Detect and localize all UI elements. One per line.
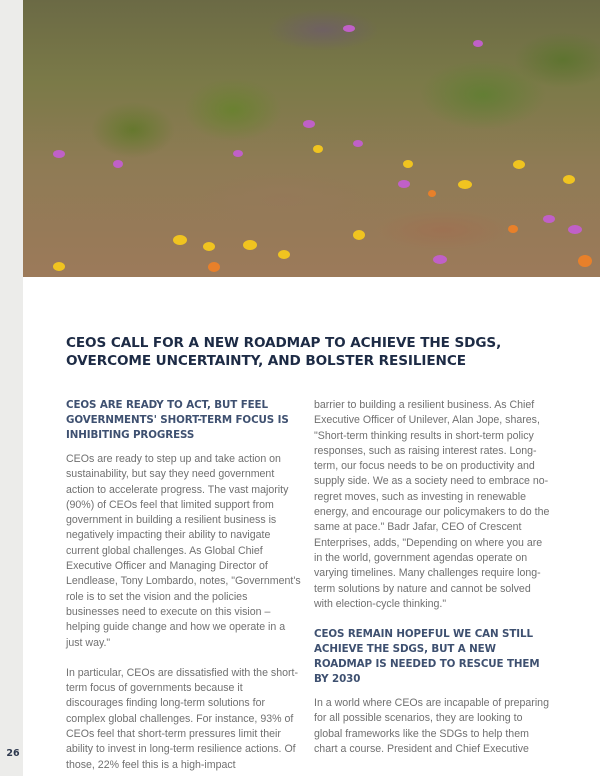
section-heading-ceos-hopeful: CEOS REMAIN HOPEFUL WE CAN STILL ACHIEVE THE SDGS, BUT A NEW ROADMAP IS NEEDED TO RESCUE THEM BY 2030 (314, 628, 540, 686)
page-title: CEOS CALL FOR A NEW ROADMAP TO ACHIEVE THE SDGS, OVERCOME UNCERTAINTY, AND BOLSTER RESILIENCE (66, 335, 502, 369)
body-paragraph: CEOs are ready to step up and take action on sustainability, but say they need government action to accelerate progress. The vast majority (90%) of CEOs feel that limited support from government in building a resilient business is negatively impacting their ability to navigate current global challenges. As Global Chief Executive Officer and Managing Director of Lendlease, Tony Lombardo, notes, "Government's role is to set the vision and the policies businesses need to execute on this vision – helping guide change and how we operate in a just way." (66, 453, 301, 649)
column-left (66, 398, 302, 773)
left-margin-strip (0, 0, 23, 776)
body-paragraph: In particular, CEOs are dissatisfied with the short-term focus of governments because it discourages finding long-term solutions for complex global challenges. For instance, 93% of CEOs feel that short-term pressures limit their ability to invest in long-term resilience actions. Of those, 22% feel this is a high-impact (66, 666, 298, 771)
body-paragraph: In a world where CEOs are incapable of preparing for all possible scenarios, they are looking to global frameworks like the SDGs to help them chart a course. President and Chief Executive (314, 697, 549, 756)
body-paragraph-continued: barrier to building a resilient business. As Chief Executive Officer of Unilever, Alan Jope, shares, "Short-term thinking results in short-term policy responses, such as raising interest rates. Long-term, our focus needs to be on productivity and supply side. We as a society need to embrace no-regret moves, such as investing in renewable energy, and encourage our policymakers to do the same at pace." Badr Jafar, CEO of Crescent Enterprises, adds, "Depending on where you are in the world, government agendas operate on varying timelines. Many challenges require long-term solutions by nature and cannot be solved with election-cycle thinking." (314, 399, 550, 610)
hero-photo-wildflowers (23, 0, 600, 277)
page-number: 26 (6, 748, 20, 759)
column-right (314, 398, 550, 757)
section-heading-ceos-ready: CEOS ARE READY TO ACT, BUT FEEL GOVERNMENTS' SHORT-TERM FOCUS IS INHIBITING PROGRESS (66, 399, 289, 441)
